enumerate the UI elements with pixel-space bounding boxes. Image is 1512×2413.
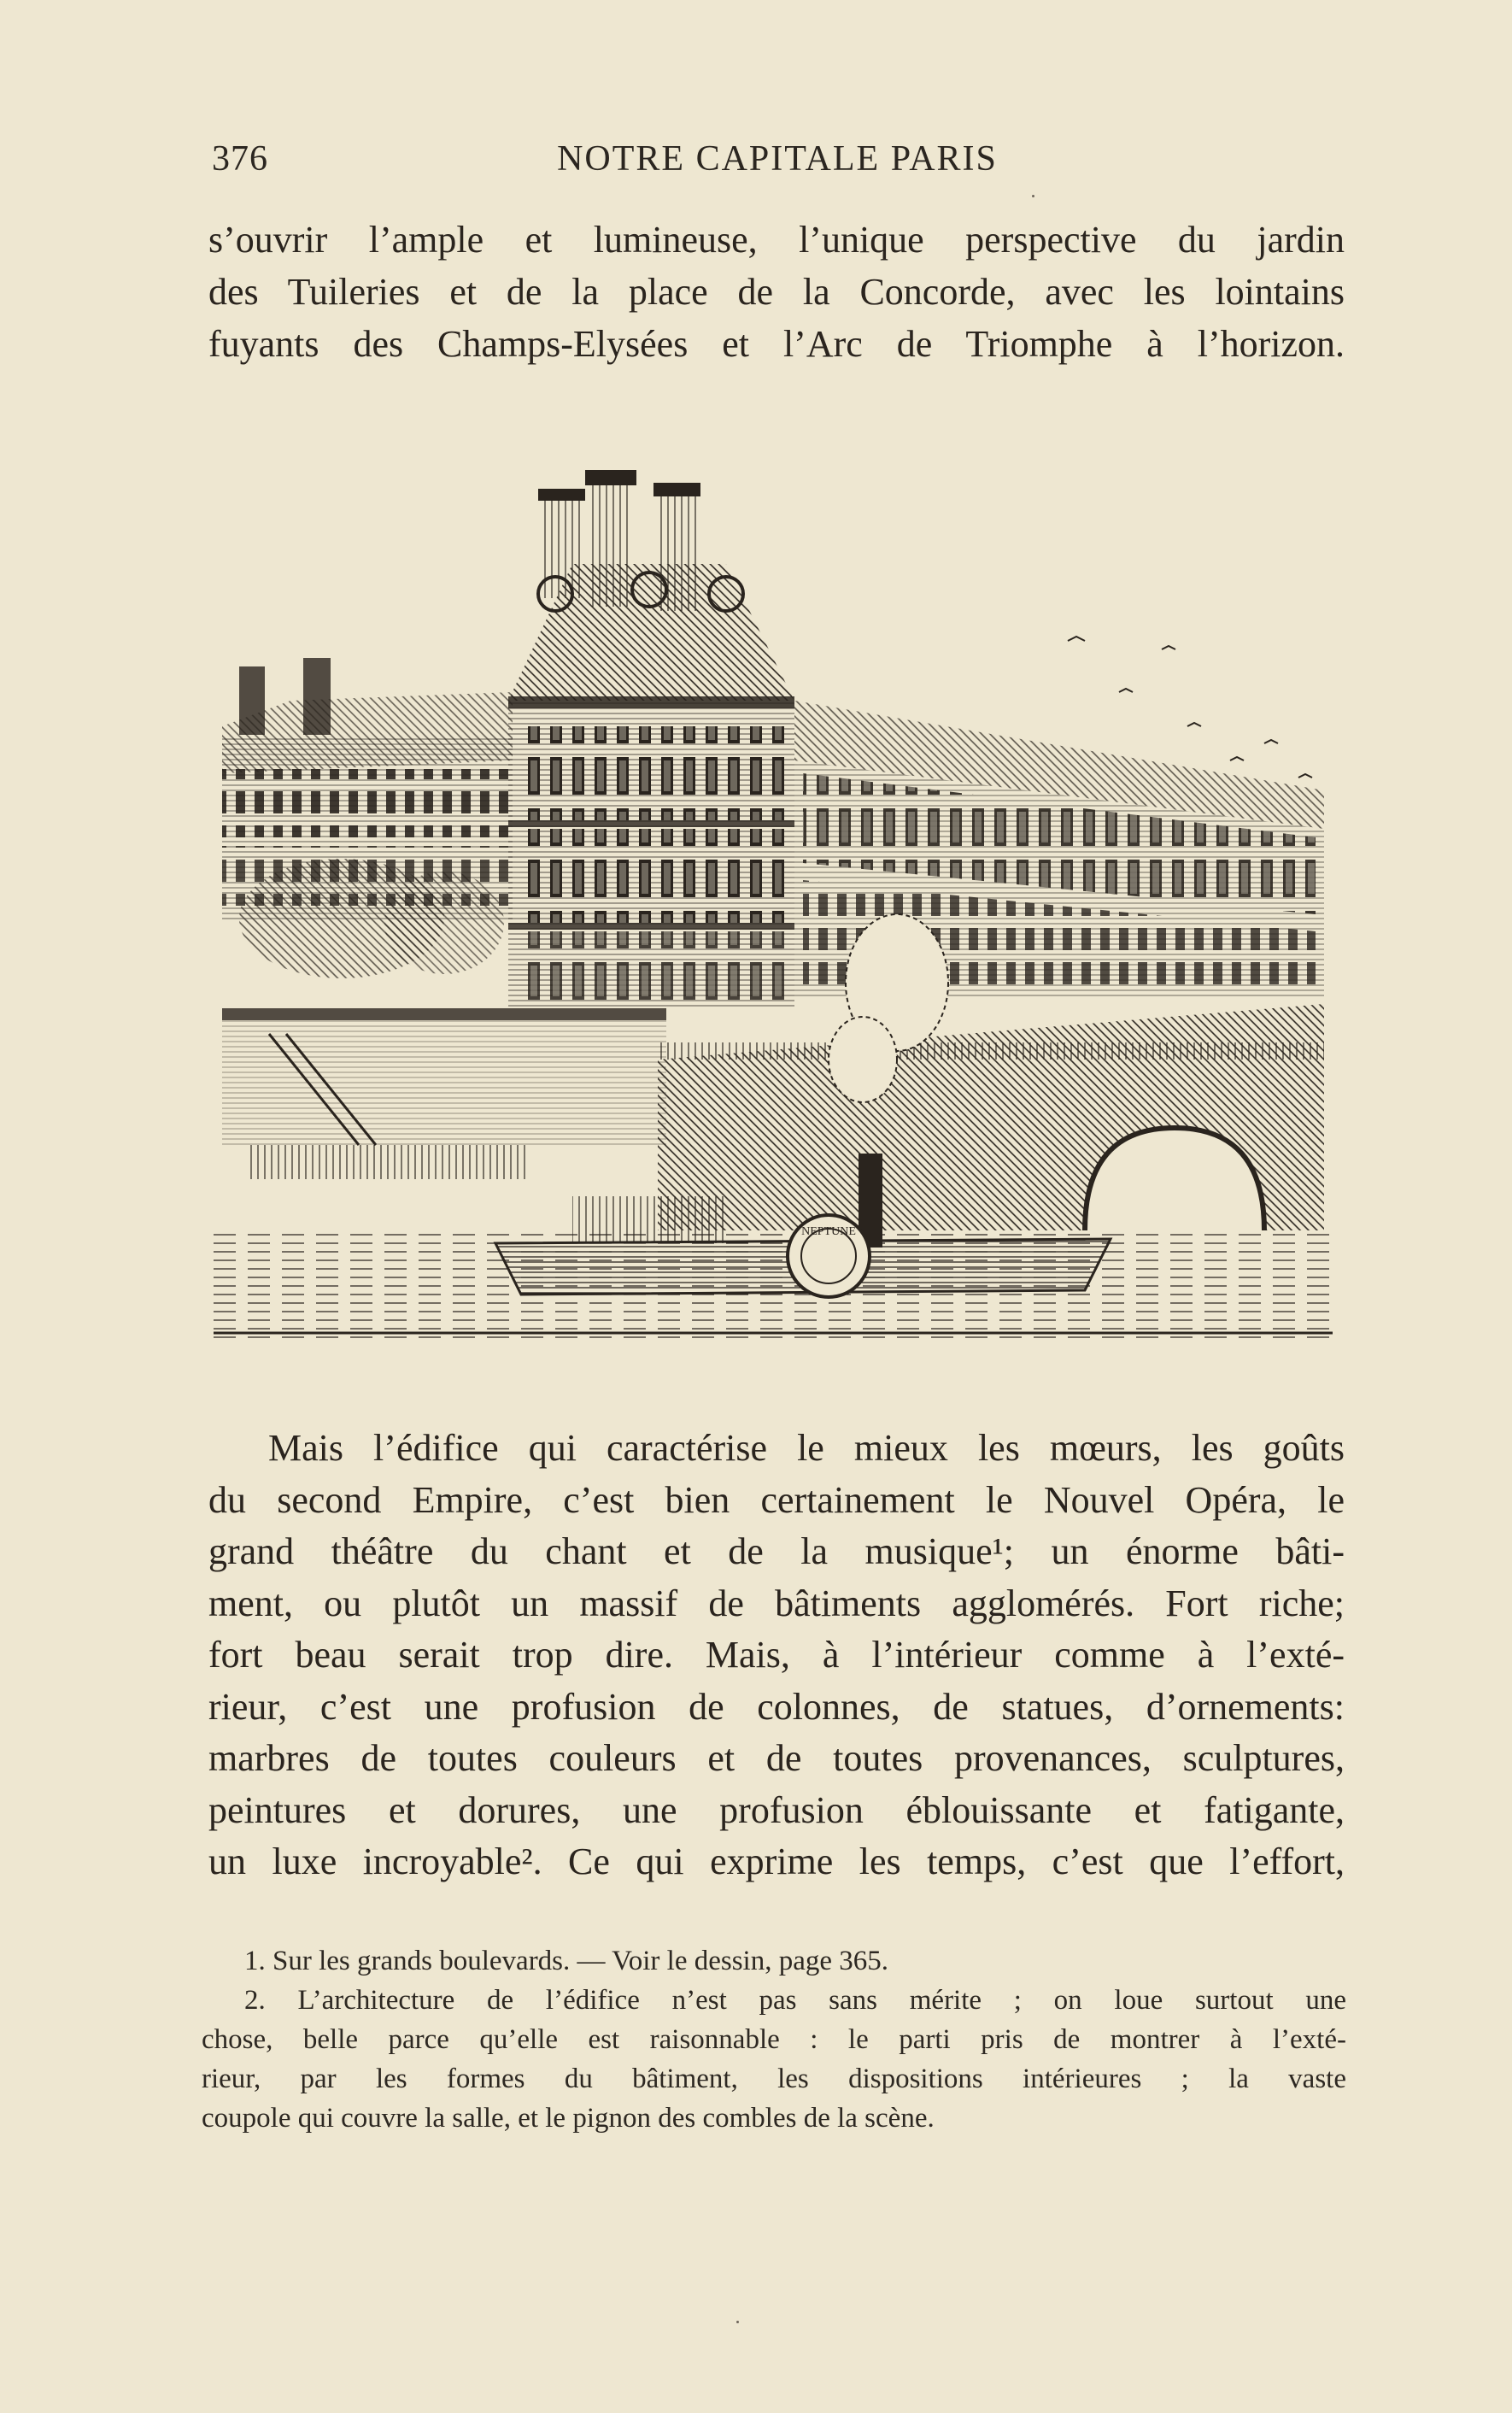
quay-embankment (222, 1008, 666, 1179)
text-line: des Tuileries et de la place de la Concorde, avec les lointains (208, 271, 1345, 313)
text-line: peintures et dorures, une profusion éblouissante et fatigante, (208, 1788, 1345, 1831)
running-head: NOTRE CAPITALE PARIS (557, 139, 998, 179)
text-line: rieur, c’est une profusion de colonnes, de statues, d’ornements: (208, 1685, 1345, 1728)
paragraph-opera (208, 1423, 1345, 1888)
text-line: marbres de toutes couleurs et de toutes provenances, sculptures, (208, 1737, 1345, 1779)
footnote-2-line: chose, belle parce qu’elle est raisonnable : le parti pris de montrer à l’exté- (202, 2024, 1346, 2055)
paragraph-top (208, 214, 1345, 370)
text-line: grand théâtre du chant et de la musique¹; un énorme bâti- (208, 1530, 1345, 1572)
stone-bridge (658, 1004, 1324, 1230)
footnotes (202, 1941, 1346, 2138)
paper-speck (1032, 195, 1034, 197)
text-line: Mais l’édifice qui caractérise le mieux les mœurs, les goûts (268, 1427, 1345, 1469)
footnote-2-line: 2. L’architecture de l’édifice n’est pas sans mérite ; on loue surtout une (244, 1985, 1346, 2016)
boat-name: NEPTUNE (801, 1225, 856, 1238)
central-pavilion (508, 470, 794, 1008)
text-line: ment, ou plutôt un massif de bâtiments agglomérés. Fort riche; (208, 1582, 1345, 1624)
text-line: du second Empire, c’est bien certainement le Nouvel Opéra, le (208, 1478, 1345, 1521)
text-line: fort beau serait trop dire. Mais, à l’intérieur comme à l’exté- (208, 1634, 1345, 1676)
footnote-2-line: rieur, par les formes du bâtiment, les dispositions intérieures ; la vaste (202, 2064, 1346, 2094)
text-line: s’ouvrir l’ample et lumineuse, l’unique perspective du jardin (208, 219, 1345, 261)
text-line: un luxe incroyable². Ce qui exprime les temps, c’est que l’effort, (208, 1841, 1345, 1882)
text-line: fuyants des Champs-Elysées et l’Arc de Triomphe à l’horizon. (208, 323, 1345, 365)
trees (239, 859, 504, 978)
footnote-2-line: coupole qui couvre la salle, et le pignon des combles de la scène. (202, 2103, 935, 2134)
paper-speck (736, 2321, 739, 2323)
footnote-1: 1. Sur les grands boulevards. — Voir le dessin, page 365. (244, 1946, 889, 1976)
page-number: 376 (212, 139, 268, 179)
page-header (212, 138, 1343, 190)
engraving-illustration (214, 444, 1333, 1342)
